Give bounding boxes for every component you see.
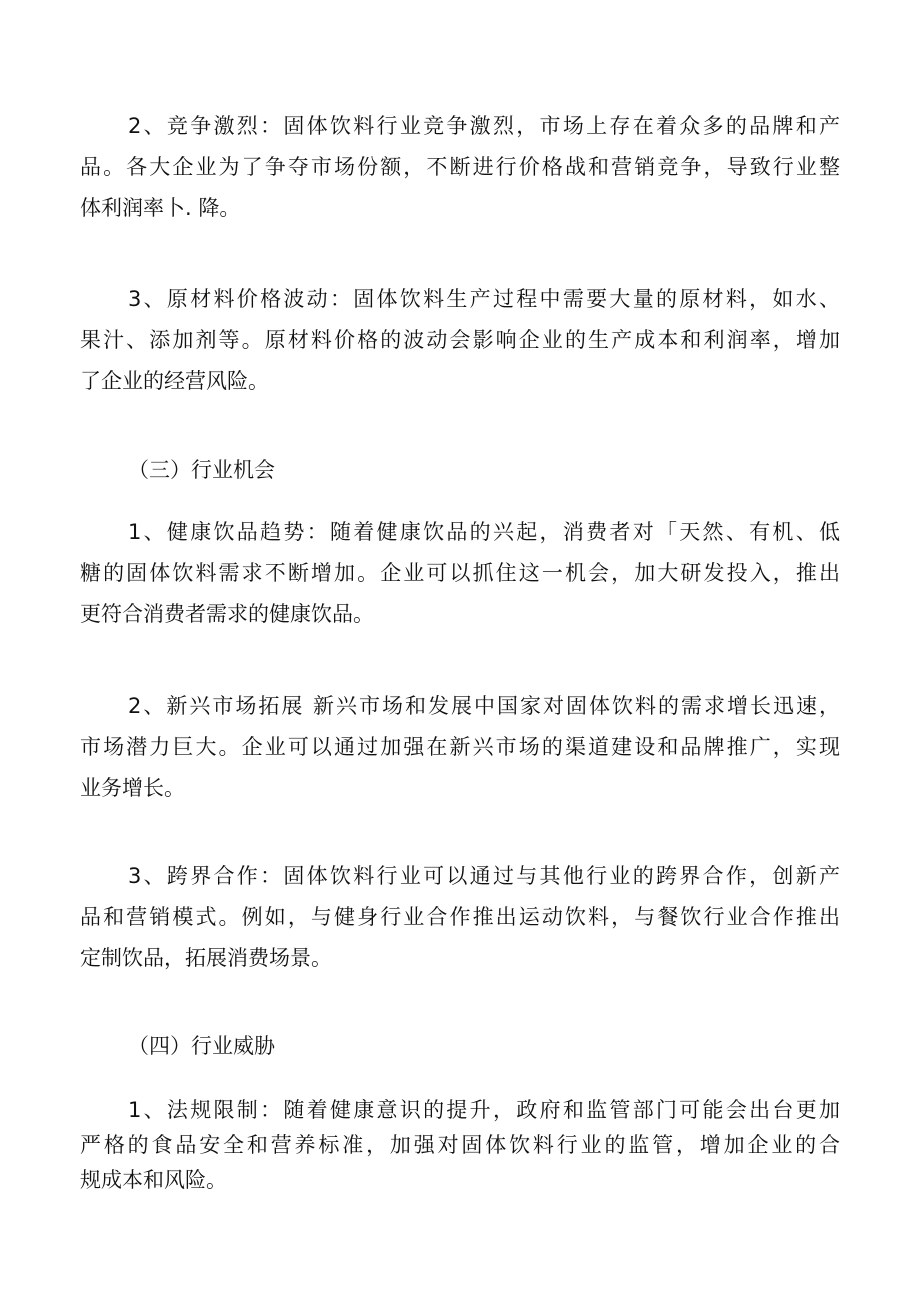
paragraph-line: 了企业的经营风险。 xyxy=(80,369,269,393)
paragraph-cross-industry xyxy=(80,856,840,979)
paragraph-line: 品。各大企业为了争夺市场份额，不断进行价格战和营销竞争，导致行业整 xyxy=(80,155,840,179)
paragraph-line: 严格的食品安全和营养标准，加强对固体饮料行业的监管，增加企业的合 xyxy=(80,1133,840,1157)
paragraph-line: 2、新兴市场拓展 新兴市场和发展中国家对固体饮料的需求增长迅速， xyxy=(128,694,840,718)
paragraph-line: 1、法规限制：随着健康意识的提升，政府和监管部门可能会出台更加 xyxy=(128,1098,840,1122)
paragraph-line: 果汁、添加剂等。原材料价格的波动会影响企业的生产成本和利润率，增加 xyxy=(80,328,840,352)
paragraph-line: 3、跨界合作：固体饮料行业可以通过与其他行业的跨界合作，创新产 xyxy=(128,864,840,888)
section-heading-threats: （四）行业威胁 xyxy=(128,1034,275,1058)
paragraph-line: 1、健康饮品趋势：随着健康饮品的兴起，消费者对「天然、有机、低 xyxy=(128,520,840,544)
paragraph-line: 2、竞争激烈：固体饮料行业竞争激烈，市场上存在着众多的品牌和产 xyxy=(128,114,840,138)
paragraph-line: 品和营销模式。例如，与健身行业合作推出运动饮料，与餐饮行业合作推出 xyxy=(80,905,840,929)
paragraph-competition xyxy=(80,106,840,229)
paragraph-line: 更符合消费者需求的健康饮品。 xyxy=(80,602,374,626)
paragraph-line: 3、原材料价格波动：固体饮料生产过程中需要大量的原材料，如水、 xyxy=(128,287,840,311)
paragraph-regulation xyxy=(80,1093,840,1198)
paragraph-emerging-markets xyxy=(80,686,840,809)
paragraph-line: 定制饮品，拓展消费场景。 xyxy=(80,946,332,970)
paragraph-line: 糖的固体饮料需求不断增加。企业可以抓住这一机会，加大研发投入，推出 xyxy=(80,561,840,585)
paragraph-health-trend xyxy=(80,512,840,635)
paragraph-line: 市场潜力巨大。企业可以通过加强在新兴市场的渠道建设和品牌推广，实现 xyxy=(80,735,840,759)
paragraph-raw-material xyxy=(80,279,840,402)
section-heading-opportunities: （三）行业机会 xyxy=(128,458,275,482)
paragraph-line: 业务增长。 xyxy=(80,776,185,800)
paragraph-line: 规成本和风险。 xyxy=(80,1168,227,1192)
paragraph-line: 体利润率卜. 降。 xyxy=(80,196,241,220)
